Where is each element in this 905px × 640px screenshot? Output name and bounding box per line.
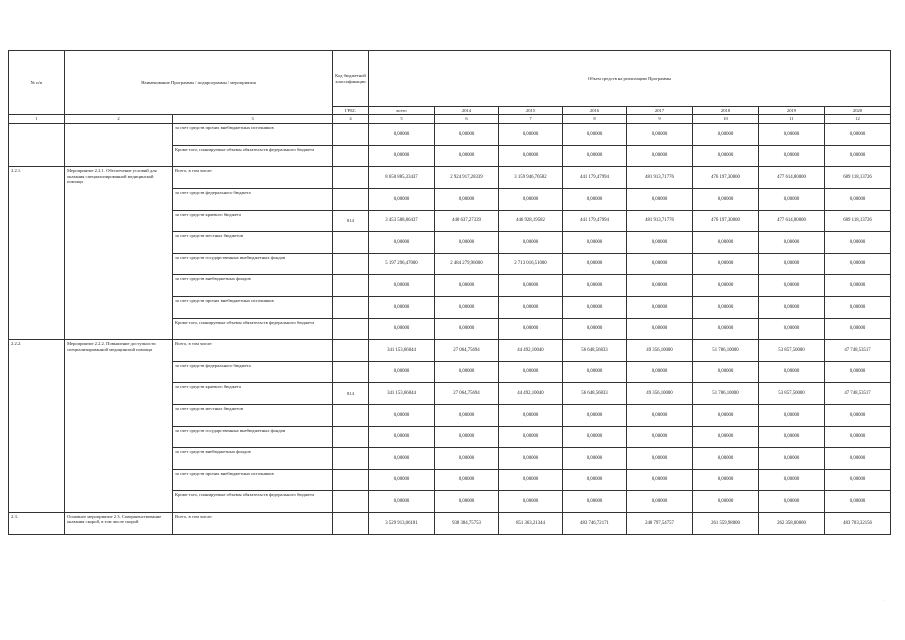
row-amount: 0,00000 bbox=[369, 448, 435, 470]
row-amount: 49 356,10000 bbox=[627, 383, 693, 405]
row-amount: 47 748,53517 bbox=[825, 383, 891, 405]
column-number-row bbox=[9, 115, 891, 124]
header-year: 2018 bbox=[693, 107, 759, 115]
row-amount: 0,00000 bbox=[435, 232, 499, 254]
row-amount: 481 913,71776 bbox=[627, 167, 693, 189]
row-number: 2.3. bbox=[9, 512, 65, 534]
row-amount: 248 797,54757 bbox=[627, 512, 693, 534]
row-amount: 0,00000 bbox=[499, 469, 563, 491]
row-amount: 44 492,10040 bbox=[499, 340, 563, 362]
row-amount: 441 179,47994 bbox=[563, 167, 627, 189]
row-funding-source: за счет средств прочих внебюджетных источников bbox=[173, 124, 333, 146]
row-amount: 0,00000 bbox=[435, 297, 499, 319]
row-amount: 0,00000 bbox=[759, 448, 825, 470]
row-amount: 0,00000 bbox=[435, 318, 499, 340]
column-number: 6 bbox=[435, 115, 499, 124]
row-amount: 261 559,98000 bbox=[693, 512, 759, 534]
row-funding-source: за счет средств прочих внебюджетных источников bbox=[173, 297, 333, 319]
row-budget-code bbox=[333, 426, 369, 448]
row-amount: 56 648,56833 bbox=[563, 340, 627, 362]
row-budget-code bbox=[333, 340, 369, 362]
row-amount: 0,00000 bbox=[435, 145, 499, 167]
row-amount: 0,00000 bbox=[499, 361, 563, 383]
row-amount: 0,00000 bbox=[759, 124, 825, 146]
row-amount: 0,00000 bbox=[693, 145, 759, 167]
header-year: 2014 bbox=[435, 107, 499, 115]
row-amount: 689 118,13726 bbox=[825, 167, 891, 189]
column-number: 1 bbox=[9, 115, 65, 124]
header-year: 2015 bbox=[499, 107, 563, 115]
row-amount: 0,00000 bbox=[825, 253, 891, 275]
row-amount: 0,00000 bbox=[369, 145, 435, 167]
row-amount: 0,00000 bbox=[369, 124, 435, 146]
row-amount: 0,00000 bbox=[499, 491, 563, 513]
row-funding-source: за счет средств государственных внебюджетных фондов bbox=[173, 426, 333, 448]
row-amount: 3 453 588,86437 bbox=[369, 210, 435, 232]
row-amount: 0,00000 bbox=[627, 405, 693, 427]
row-amount: 49 356,10000 bbox=[627, 340, 693, 362]
row-amount: 0,00000 bbox=[499, 189, 563, 211]
row-amount: 0,00000 bbox=[563, 448, 627, 470]
row-amount: 341 153,66044 bbox=[369, 383, 435, 405]
row-amount: 689 118,13726 bbox=[825, 210, 891, 232]
row-amount: 0,00000 bbox=[563, 297, 627, 319]
row-amount: 476 197,30000 bbox=[693, 167, 759, 189]
row-amount: 0,00000 bbox=[369, 275, 435, 297]
header-year: 2019 bbox=[759, 107, 825, 115]
row-amount: 0,00000 bbox=[693, 318, 759, 340]
row-amount: 0,00000 bbox=[435, 426, 499, 448]
row-amount: 0,00000 bbox=[499, 318, 563, 340]
row-amount: 0,00000 bbox=[693, 469, 759, 491]
column-number: 8 bbox=[563, 115, 627, 124]
row-amount: 27 064,75694 bbox=[435, 340, 499, 362]
row-amount: 0,00000 bbox=[627, 469, 693, 491]
row-amount: 0,00000 bbox=[825, 469, 891, 491]
row-amount: 0,00000 bbox=[693, 405, 759, 427]
row-funding-source: за счет средств краевого бюджета bbox=[173, 210, 333, 232]
row-amount: 0,00000 bbox=[627, 448, 693, 470]
row-amount: 0,00000 bbox=[499, 275, 563, 297]
row-amount: 0,00000 bbox=[435, 405, 499, 427]
row-amount: 0,00000 bbox=[563, 361, 627, 383]
column-number: 4 bbox=[333, 115, 369, 124]
row-funding-source: Кроме того, планируемые объемы обязательств федерального бюджета bbox=[173, 491, 333, 513]
row-number bbox=[9, 124, 65, 167]
row-amount: 0,00000 bbox=[435, 361, 499, 383]
row-amount: 0,00000 bbox=[369, 232, 435, 254]
row-amount: 0,00000 bbox=[825, 297, 891, 319]
row-amount: 2 484 279,96000 bbox=[435, 253, 499, 275]
row-amount: 0,00000 bbox=[759, 145, 825, 167]
row-funding-source: Всего, в том числе: bbox=[173, 340, 333, 362]
row-amount: 0,00000 bbox=[825, 426, 891, 448]
row-amount: 0,00000 bbox=[759, 297, 825, 319]
row-budget-code: 814 bbox=[333, 383, 369, 405]
row-program-name: Мероприятие 2.2.1. Обеспечение условий для оказания специализированной медицинской помощи bbox=[65, 167, 173, 340]
row-amount: 0,00000 bbox=[435, 491, 499, 513]
row-budget-code bbox=[333, 469, 369, 491]
row-budget-code bbox=[333, 145, 369, 167]
row-amount: 0,00000 bbox=[369, 469, 435, 491]
row-amount: 0,00000 bbox=[499, 124, 563, 146]
row-amount: 0,00000 bbox=[563, 318, 627, 340]
header-year: 2017 bbox=[627, 107, 693, 115]
row-amount: 5 197 296,47000 bbox=[369, 253, 435, 275]
row-amount: 0,00000 bbox=[825, 491, 891, 513]
row-amount: 0,00000 bbox=[499, 232, 563, 254]
row-amount: 0,00000 bbox=[759, 189, 825, 211]
table-row bbox=[9, 167, 891, 189]
row-amount: 0,00000 bbox=[627, 491, 693, 513]
header-code-grbs: ГРБС bbox=[333, 107, 369, 115]
row-amount: 44 492,10040 bbox=[499, 383, 563, 405]
header-number: № п/п bbox=[9, 51, 65, 115]
row-amount: 0,00000 bbox=[563, 189, 627, 211]
row-funding-source: за счет средств федерального бюджета bbox=[173, 189, 333, 211]
row-amount: 0,00000 bbox=[369, 426, 435, 448]
row-amount: 476 197,30000 bbox=[693, 210, 759, 232]
header-year: 2016 bbox=[563, 107, 627, 115]
row-amount: 0,00000 bbox=[759, 426, 825, 448]
row-amount: 0,00000 bbox=[825, 275, 891, 297]
row-amount: 0,00000 bbox=[435, 189, 499, 211]
row-amount: 0,00000 bbox=[499, 405, 563, 427]
row-amount: 0,00000 bbox=[563, 124, 627, 146]
row-funding-source: за счет средств государственных внебюджетных фондов bbox=[173, 253, 333, 275]
row-amount: 0,00000 bbox=[563, 405, 627, 427]
row-amount: 2 924 917,28339 bbox=[435, 167, 499, 189]
row-amount: 0,00000 bbox=[435, 124, 499, 146]
row-amount: 0,00000 bbox=[499, 448, 563, 470]
row-amount: 8 650 885,33437 bbox=[369, 167, 435, 189]
row-amount: 56 648,56833 bbox=[563, 383, 627, 405]
row-amount: 0,00000 bbox=[435, 448, 499, 470]
table-row bbox=[9, 512, 891, 534]
row-amount: 0,00000 bbox=[825, 232, 891, 254]
row-amount: 3 529 913,06181 bbox=[369, 512, 435, 534]
row-amount: 0,00000 bbox=[759, 232, 825, 254]
row-number: 2.2.2. bbox=[9, 340, 65, 513]
row-budget-code bbox=[333, 253, 369, 275]
row-amount: 477 614,80000 bbox=[759, 210, 825, 232]
row-amount: 0,00000 bbox=[825, 189, 891, 211]
row-budget-code bbox=[333, 491, 369, 513]
row-amount: 0,00000 bbox=[499, 145, 563, 167]
row-funding-source: за счет средств прочих внебюджетных источников bbox=[173, 469, 333, 491]
row-funding-source: Кроме того, планируемые объемы обязательств федерального бюджета bbox=[173, 318, 333, 340]
row-funding-source: Всего, в том числе: bbox=[173, 512, 333, 534]
row-program-name: Мероприятие 2.2.2. Повышение доступности специализированной медицинской помощи bbox=[65, 340, 173, 513]
row-amount: 481 913,71776 bbox=[627, 210, 693, 232]
row-amount: 938 384,75753 bbox=[435, 512, 499, 534]
row-amount: 0,00000 bbox=[627, 189, 693, 211]
column-number: 9 bbox=[627, 115, 693, 124]
row-amount: 0,00000 bbox=[563, 275, 627, 297]
row-amount: 0,00000 bbox=[435, 275, 499, 297]
row-amount: 0,00000 bbox=[693, 275, 759, 297]
row-amount: 51 786,10000 bbox=[693, 383, 759, 405]
row-amount: 0,00000 bbox=[435, 469, 499, 491]
row-amount: 0,00000 bbox=[759, 361, 825, 383]
table-row bbox=[9, 340, 891, 362]
row-budget-code bbox=[333, 275, 369, 297]
row-amount: 0,00000 bbox=[499, 426, 563, 448]
row-amount: 0,00000 bbox=[563, 145, 627, 167]
row-amount: 0,00000 bbox=[825, 448, 891, 470]
header-volume: Объем средств на реализацию Программы bbox=[369, 51, 891, 107]
row-amount: 0,00000 bbox=[369, 297, 435, 319]
table-row bbox=[9, 124, 891, 146]
row-amount: 3 159 946,70582 bbox=[499, 167, 563, 189]
row-amount: 53 857,50000 bbox=[759, 383, 825, 405]
row-amount: 851 363,21344 bbox=[499, 512, 563, 534]
row-amount: 0,00000 bbox=[563, 491, 627, 513]
header-name: Наименование Программы / подпрограммы / мероприятия bbox=[65, 51, 333, 115]
row-amount: 441 179,47994 bbox=[563, 210, 627, 232]
row-budget-code bbox=[333, 232, 369, 254]
row-amount: 477 614,80000 bbox=[759, 167, 825, 189]
row-funding-source: за счет средств внебюджетных фондов bbox=[173, 275, 333, 297]
row-amount: 341 153,66044 bbox=[369, 340, 435, 362]
row-amount: 0,00000 bbox=[563, 253, 627, 275]
row-amount: 0,00000 bbox=[369, 361, 435, 383]
column-number: 11 bbox=[759, 115, 825, 124]
row-amount: 0,00000 bbox=[563, 232, 627, 254]
table-body bbox=[9, 124, 891, 534]
row-budget-code bbox=[333, 167, 369, 189]
row-funding-source: за счет средств внебюджетных фондов bbox=[173, 448, 333, 470]
column-number: 10 bbox=[693, 115, 759, 124]
row-amount: 0,00000 bbox=[693, 253, 759, 275]
row-amount: 0,00000 bbox=[369, 405, 435, 427]
row-amount: 51 786,10000 bbox=[693, 340, 759, 362]
row-budget-code: 814 bbox=[333, 210, 369, 232]
row-funding-source: за счет средств краевого бюджета bbox=[173, 383, 333, 405]
header-year: 2020 bbox=[825, 107, 891, 115]
header-code: Код бюджетной классификации bbox=[333, 51, 369, 107]
row-amount: 0,00000 bbox=[825, 318, 891, 340]
row-amount: 0,00000 bbox=[627, 232, 693, 254]
row-amount: 483 703,32156 bbox=[825, 512, 891, 534]
row-amount: 0,00000 bbox=[759, 469, 825, 491]
row-budget-code bbox=[333, 361, 369, 383]
column-number: 2 bbox=[65, 115, 173, 124]
row-amount: 0,00000 bbox=[759, 405, 825, 427]
row-program-name bbox=[65, 124, 173, 167]
row-funding-source: за счет средств местных бюджетов bbox=[173, 232, 333, 254]
row-amount: 0,00000 bbox=[759, 253, 825, 275]
program-funding-table bbox=[8, 50, 891, 535]
row-amount: 0,00000 bbox=[693, 124, 759, 146]
row-amount: 0,00000 bbox=[693, 448, 759, 470]
row-budget-code bbox=[333, 512, 369, 534]
row-amount: 0,00000 bbox=[563, 469, 627, 491]
row-amount: 0,00000 bbox=[825, 361, 891, 383]
row-amount: 0,00000 bbox=[825, 405, 891, 427]
row-budget-code bbox=[333, 318, 369, 340]
row-amount: 2 713 016,51000 bbox=[499, 253, 563, 275]
row-amount: 0,00000 bbox=[369, 491, 435, 513]
row-amount: 446 928,19582 bbox=[499, 210, 563, 232]
column-number: 3 bbox=[173, 115, 333, 124]
row-amount: 0,00000 bbox=[825, 145, 891, 167]
row-amount: 0,00000 bbox=[627, 361, 693, 383]
row-funding-source: за счет средств федерального бюджета bbox=[173, 361, 333, 383]
row-amount: 53 857,50000 bbox=[759, 340, 825, 362]
row-amount: 0,00000 bbox=[693, 426, 759, 448]
row-amount: 0,00000 bbox=[627, 253, 693, 275]
row-amount: 0,00000 bbox=[627, 297, 693, 319]
scan-mark: . bbox=[884, 597, 885, 602]
column-number: 7 bbox=[499, 115, 563, 124]
row-amount: 0,00000 bbox=[693, 189, 759, 211]
row-amount: 0,00000 bbox=[627, 124, 693, 146]
row-funding-source: Всего, в том числе: bbox=[173, 167, 333, 189]
row-budget-code bbox=[333, 297, 369, 319]
row-amount: 0,00000 bbox=[693, 361, 759, 383]
row-budget-code bbox=[333, 189, 369, 211]
row-amount: 262 358,00000 bbox=[759, 512, 825, 534]
row-amount: 47 748,53517 bbox=[825, 340, 891, 362]
row-program-name: Основное мероприятие 2.3. Совершенствование оказания скорой, в том числе скорой bbox=[65, 512, 173, 534]
header-year: всего bbox=[369, 107, 435, 115]
row-amount: 27 064,75694 bbox=[435, 383, 499, 405]
row-amount: 0,00000 bbox=[627, 145, 693, 167]
row-amount: 483 746,72171 bbox=[563, 512, 627, 534]
row-budget-code bbox=[333, 124, 369, 146]
row-funding-source: за счет средств местных бюджетов bbox=[173, 405, 333, 427]
row-budget-code bbox=[333, 448, 369, 470]
row-amount: 0,00000 bbox=[499, 297, 563, 319]
row-amount: 0,00000 bbox=[759, 318, 825, 340]
row-amount: 0,00000 bbox=[369, 189, 435, 211]
row-amount: 0,00000 bbox=[693, 297, 759, 319]
row-amount: 0,00000 bbox=[759, 275, 825, 297]
row-amount: 0,00000 bbox=[369, 318, 435, 340]
row-funding-source: Кроме того, планируемые объемы обязательств федерального бюджета bbox=[173, 145, 333, 167]
row-amount: 0,00000 bbox=[627, 318, 693, 340]
row-amount: 0,00000 bbox=[825, 124, 891, 146]
row-amount: 0,00000 bbox=[759, 491, 825, 513]
column-number: 5 bbox=[369, 115, 435, 124]
row-budget-code bbox=[333, 405, 369, 427]
column-number: 12 bbox=[825, 115, 891, 124]
row-amount: 440 637,27339 bbox=[435, 210, 499, 232]
row-amount: 0,00000 bbox=[693, 491, 759, 513]
row-amount: 0,00000 bbox=[627, 275, 693, 297]
row-amount: 0,00000 bbox=[693, 232, 759, 254]
row-amount: 0,00000 bbox=[563, 426, 627, 448]
row-amount: 0,00000 bbox=[627, 426, 693, 448]
row-number: 2.2.1. bbox=[9, 167, 65, 340]
